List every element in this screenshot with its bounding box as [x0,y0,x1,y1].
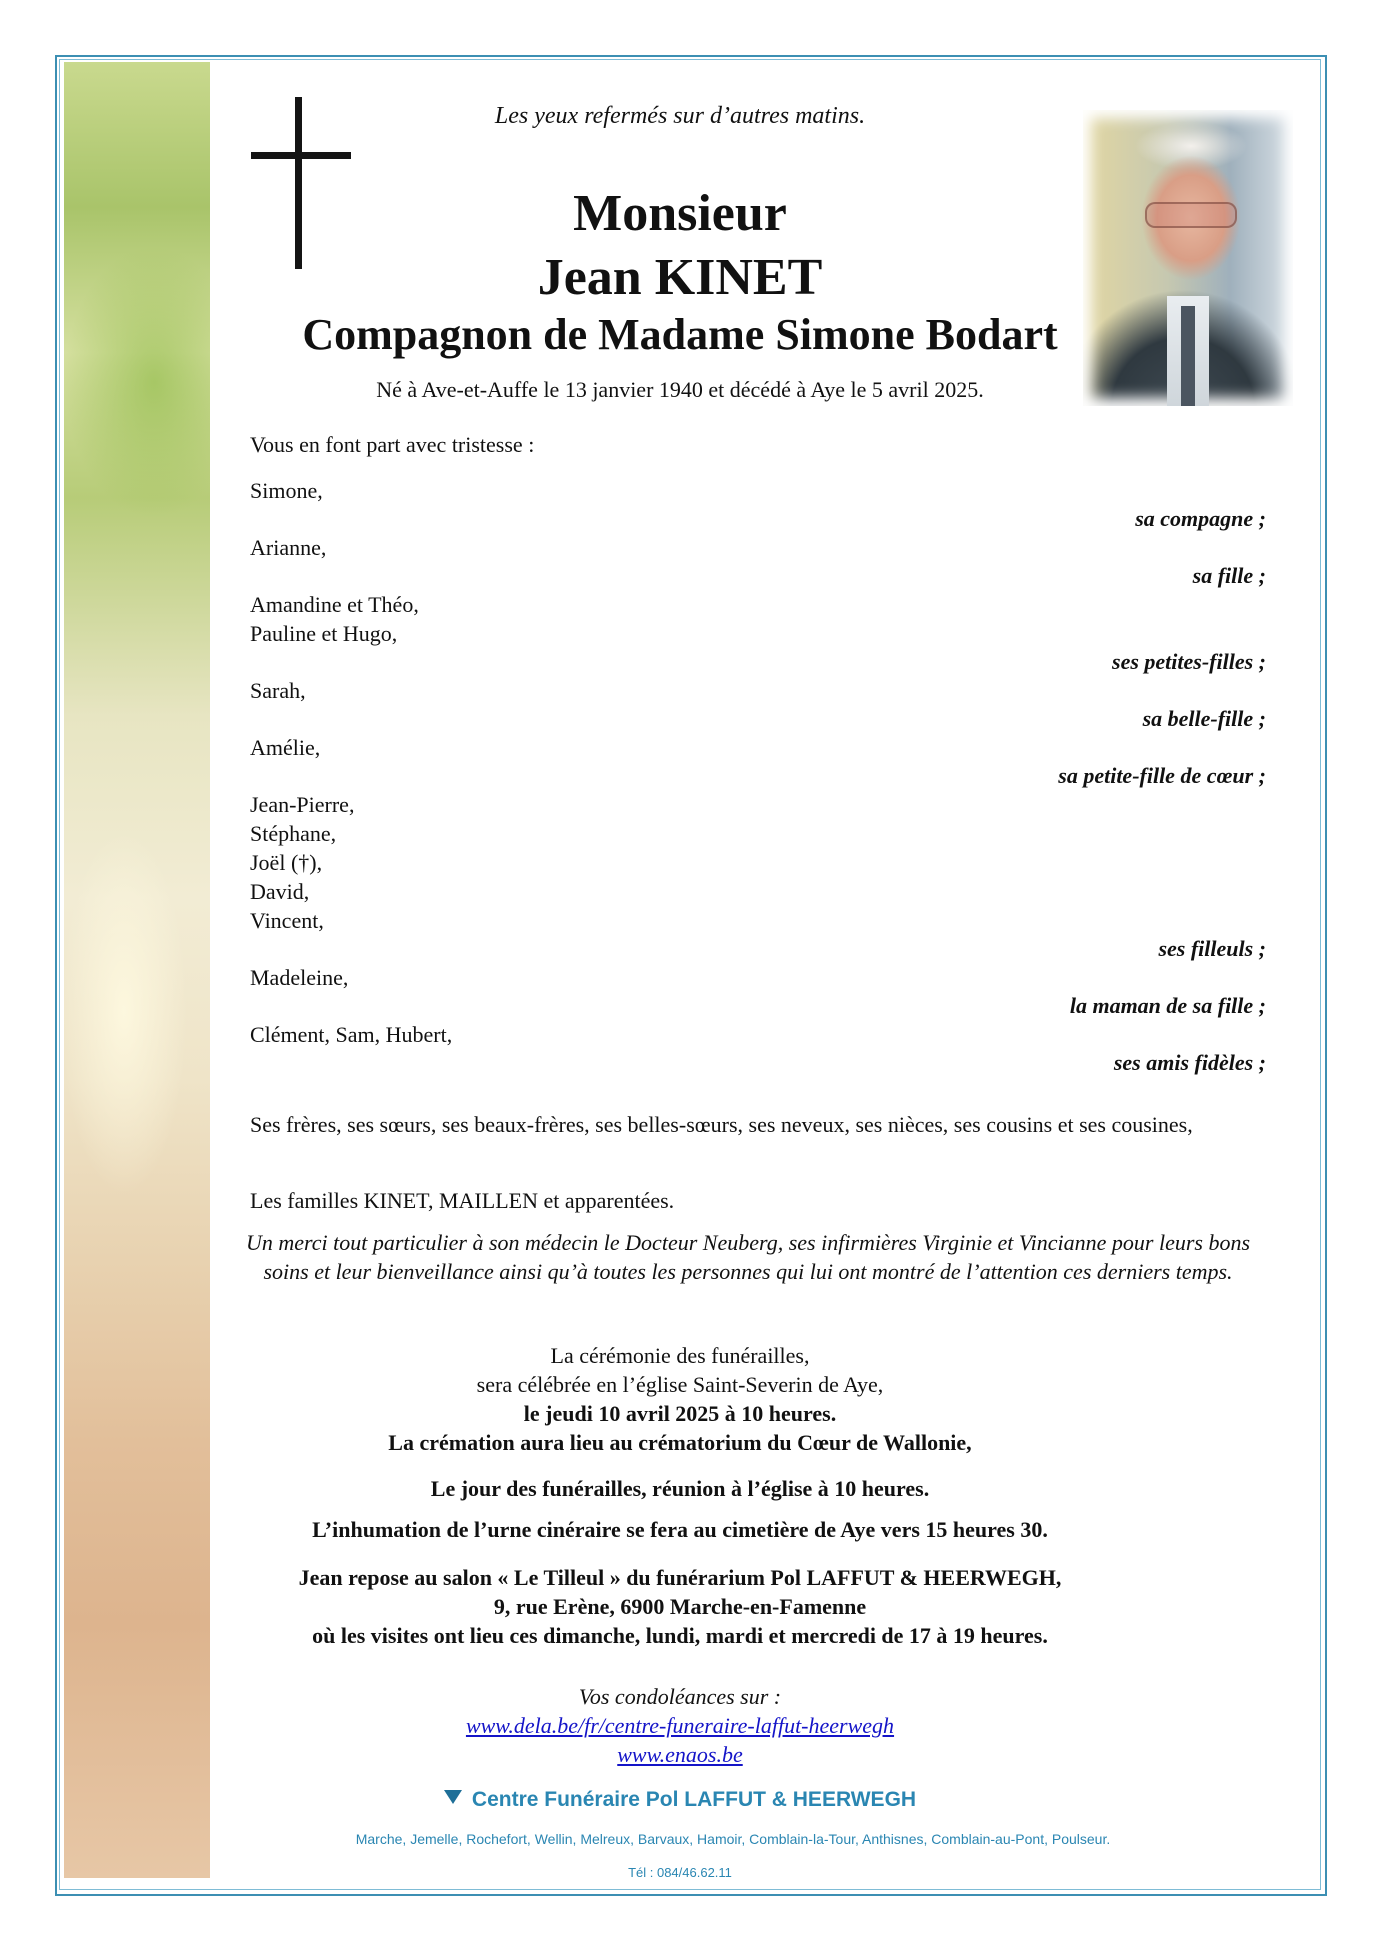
ceremony-church: sera célébrée en l’église Saint-Severin de Aye, [476,1372,884,1397]
family-relation: la maman de sa fille ; [1069,993,1266,1018]
condolences-block [300,1682,1060,1769]
cremation-line: La crémation aura lieu au crématorium du Cœur de Wallonie, [388,1430,972,1455]
family-list [250,430,1266,1077]
family-group [250,963,1266,1020]
family-member: Stéphane, [250,821,337,846]
family-group [250,733,1266,790]
funeral-home-towns: Marche, Jemelle, Rochefort, Wellin, Melreux, Barvaux, Hamoir, Comblain-la-Tour, Anthisnes, Comblain-au-Pont, Poulseur. [355,1831,1111,1847]
family-member: Madeleine, [250,965,349,990]
family-relation: ses amis fidèles ; [1113,1050,1266,1075]
family-group [250,590,1266,676]
portrait-glasses [1145,202,1237,228]
family-relation: sa fille ; [1192,563,1266,588]
family-member: Jean-Pierre, [250,792,355,817]
family-group [250,533,1266,590]
family-group [250,476,1266,533]
companion-line: Compagnon de Madame Simone Bodart [302,310,1058,359]
family-relation: sa compagne ; [1135,506,1266,531]
triangle-down-icon [444,1790,462,1804]
repose-address: 9, rue Erène, 6900 Marche-en-Famenne [493,1594,867,1619]
condolences-link-enaos[interactable]: www.enaos.be [617,1742,743,1767]
deceased-name: Jean KINET [537,249,823,306]
funeral-home-phone: Tél : 084/46.62.11 [628,1865,732,1880]
gathering-line: Le jour des funérailles, réunion à l’église à 10 heures. [430,1476,930,1501]
family-member: Arianne, [250,535,327,560]
ceremony-date: le jeudi 10 avril 2025 à 10 heures. [523,1401,837,1426]
family-member: Amélie, [250,735,321,760]
family-group [250,676,1266,733]
repose-line: Jean repose au salon « Le Tilleul » du funérarium Pol LAFFUT & HEERWEGH, [298,1565,1062,1590]
family-member: Vincent, [250,908,324,933]
condolences-label: Vos condoléances sur : [578,1684,782,1709]
portrait-tie [1181,306,1195,406]
forest-path-image [64,62,210,1878]
repose-block [200,1563,1160,1650]
honorific: Monsieur [573,185,787,242]
family-member: Joël (†), [250,850,323,875]
family-member: Amandine et Théo, [250,592,419,617]
birth-death-line: Né à Ave-et-Auffe le 13 janvier 1940 et décédé à Aye le 5 avril 2025. [376,377,984,402]
family-group [250,1020,1266,1077]
motto: Les yeux refermés sur d’autres matins. [494,103,866,129]
thanks-paragraph: Un merci tout particulier à son médecin le Docteur Neuberg, ses infirmières Virginie et Vincianne pour leurs bons soins et leur bienveillance ainsi qu’à toutes les personnes qui lui ont montré de l’attention ces derniers temps. [245,1230,1251,1284]
family-relation: ses filleuls ; [1158,936,1266,961]
family-relation: ses petites-filles ; [1112,649,1266,674]
family-member: Clément, Sam, Hubert, [250,1022,453,1047]
family-intro: Vous en font part avec tristesse : [250,432,535,457]
brand-name: Centre Funéraire Pol LAFFUT & HEERWEGH [471,1788,917,1811]
family-group [250,790,1266,963]
family-member: David, [250,879,310,904]
portrait-photo [1083,110,1293,406]
condolences-link-dela[interactable]: www.dela.be/fr/centre-funeraire-laffut-heerwegh [465,1713,895,1738]
ceremony-block [300,1341,1060,1428]
family-relation: sa belle-fille ; [1142,706,1266,731]
funeral-home-brand [200,1786,1160,1814]
family-relation: sa petite-fille de cœur ; [1058,763,1266,788]
siblings-line: Ses frères, ses sœurs, ses beaux-frères, ses belles-sœurs, ses neveux, ses nièces, ses cousins et ses cousines, [250,1112,1193,1137]
family-member: Pauline et Hugo, [250,621,398,646]
family-member: Sarah, [250,678,306,703]
ceremony-line: La cérémonie des funérailles, [550,1343,810,1368]
inhumation-line: L’inhumation de l’urne cinéraire se fera au cimetière de Aye vers 15 heures 30. [312,1517,1048,1542]
repose-visits: où les visites ont lieu ces dimanche, lundi, mardi et mercredi de 17 à 19 heures. [312,1623,1048,1648]
cross-icon-bar [251,152,351,159]
families-line: Les familles KINET, MAILLEN et apparentées. [250,1188,675,1213]
family-member: Simone, [250,478,323,503]
